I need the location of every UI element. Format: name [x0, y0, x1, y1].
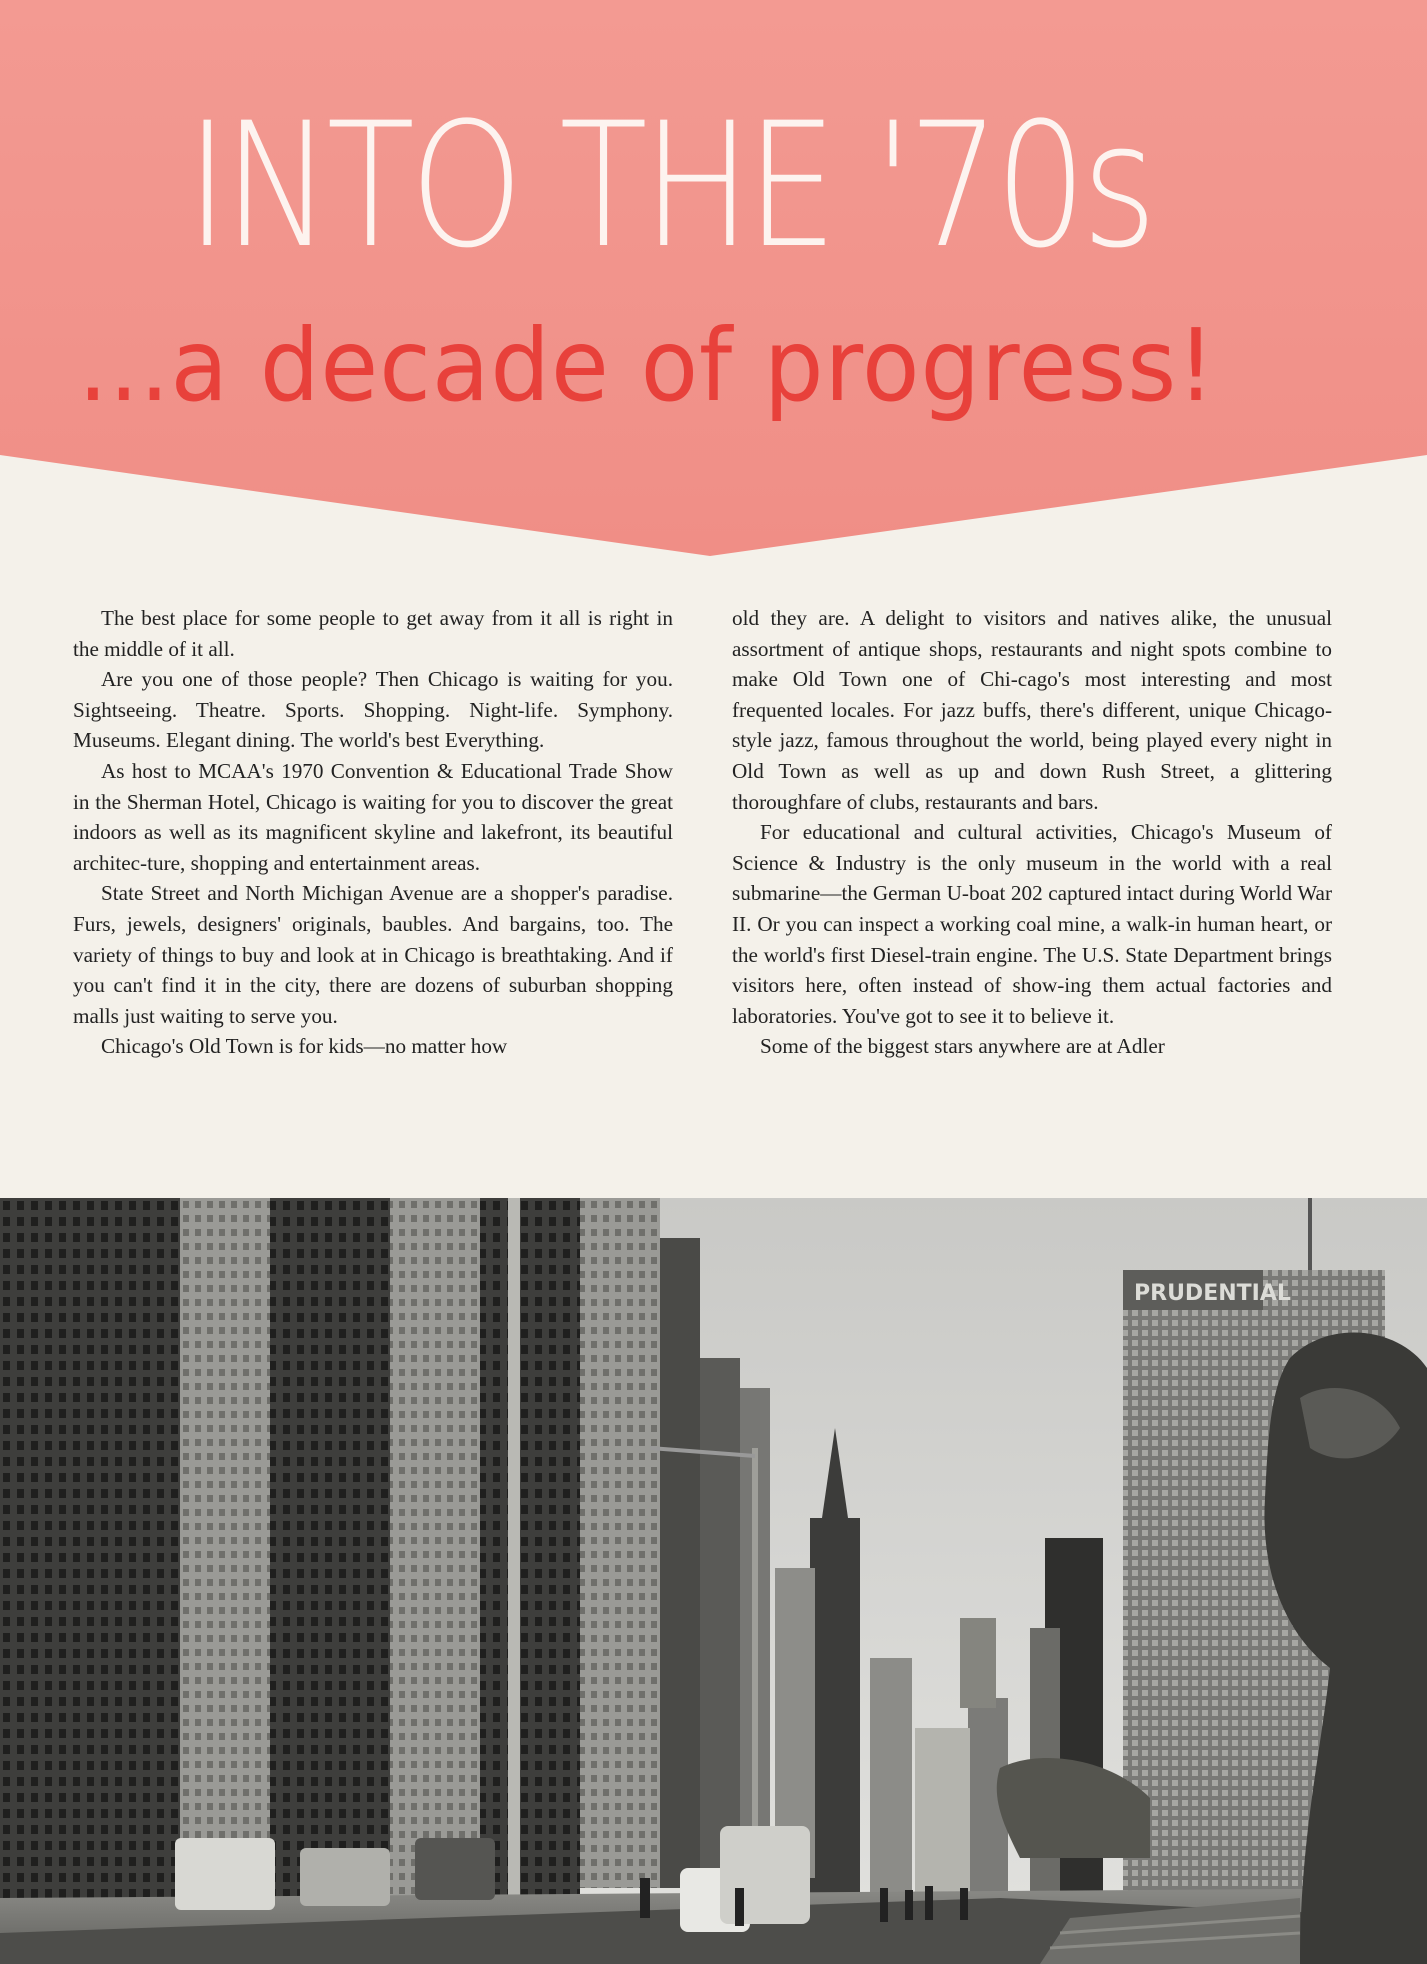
article-paragraph: Are you one of those people? Then Chicago is waiting for you. Sightseeing. Theatre. Sports. Shopping. Night-life. Symphony. Museums. Elegant dining. The world's best Everything.: [73, 667, 673, 753]
article-paragraph: Chicago's Old Town is for kids—no matter how: [101, 1034, 508, 1059]
article-paragraph: Some of the biggest stars anywhere are at Adler: [760, 1034, 1165, 1059]
prudential-sign: PRUDENTIAL: [1134, 1281, 1291, 1306]
article-paragraph: State Street and North Michigan Avenue are a shopper's paradise. Furs, jewels, designers' originals, baubles. And bargains, too. The variety of things to buy and look at in Chicago is breathtaking. And if you can't find it in the city, there are dozens of suburban shopping malls just waiting to serve you.: [73, 881, 673, 1028]
bus: [720, 1826, 810, 1924]
photo-illustration: [0, 1198, 1427, 1964]
truck: [175, 1838, 275, 1910]
street-photograph: [0, 1198, 1427, 1964]
article-paragraph: old they are. A delight to visitors and natives alike, the unusual assortment of antique shops, restaurants and night spots combine to make Old Town one of Chi-cago's most interesting and most frequented locales. For jazz buffs, there's different, unique Chicago-style jazz, famous throughout the world, being played every night in Old Town as well as up and down Rush Street, a glittering thoroughfare of clubs, restaurants and bars.: [732, 606, 1332, 814]
tower-building: [810, 1518, 860, 1918]
article-paragraph: The best place for some people to get away from it all is right in the middle of it all.: [73, 606, 673, 661]
article-column-right: [732, 603, 1332, 1062]
article-paragraph: As host to MCAA's 1970 Convention & Educational Trade Show in the Sherman Hotel, Chicago is waiting for you to discover the great indoors as well as its magnificent skyline and lakefront, its beautiful architec-ture, shopping and entertainment areas.: [73, 758, 673, 875]
page-title: INTO THE '70s: [186, 85, 1153, 286]
article-paragraph: For educational and cultural activities, Chicago's Museum of Science & Industry is the only museum in the world with a real submarine—the German U-boat 202 captured intact during World War II. Or you can inspect a working coal mine, a walk-in human heart, or the world's first Diesel-train engine. The U.S. State Department brings visitors here, often instead of show-ing them actual factories and laboratories. You've got to see it to believe it.: [732, 820, 1332, 1028]
article-column-left: [73, 603, 673, 1062]
page-subtitle: ...a decade of progress!: [78, 307, 1216, 424]
building-left: [0, 1198, 180, 1964]
